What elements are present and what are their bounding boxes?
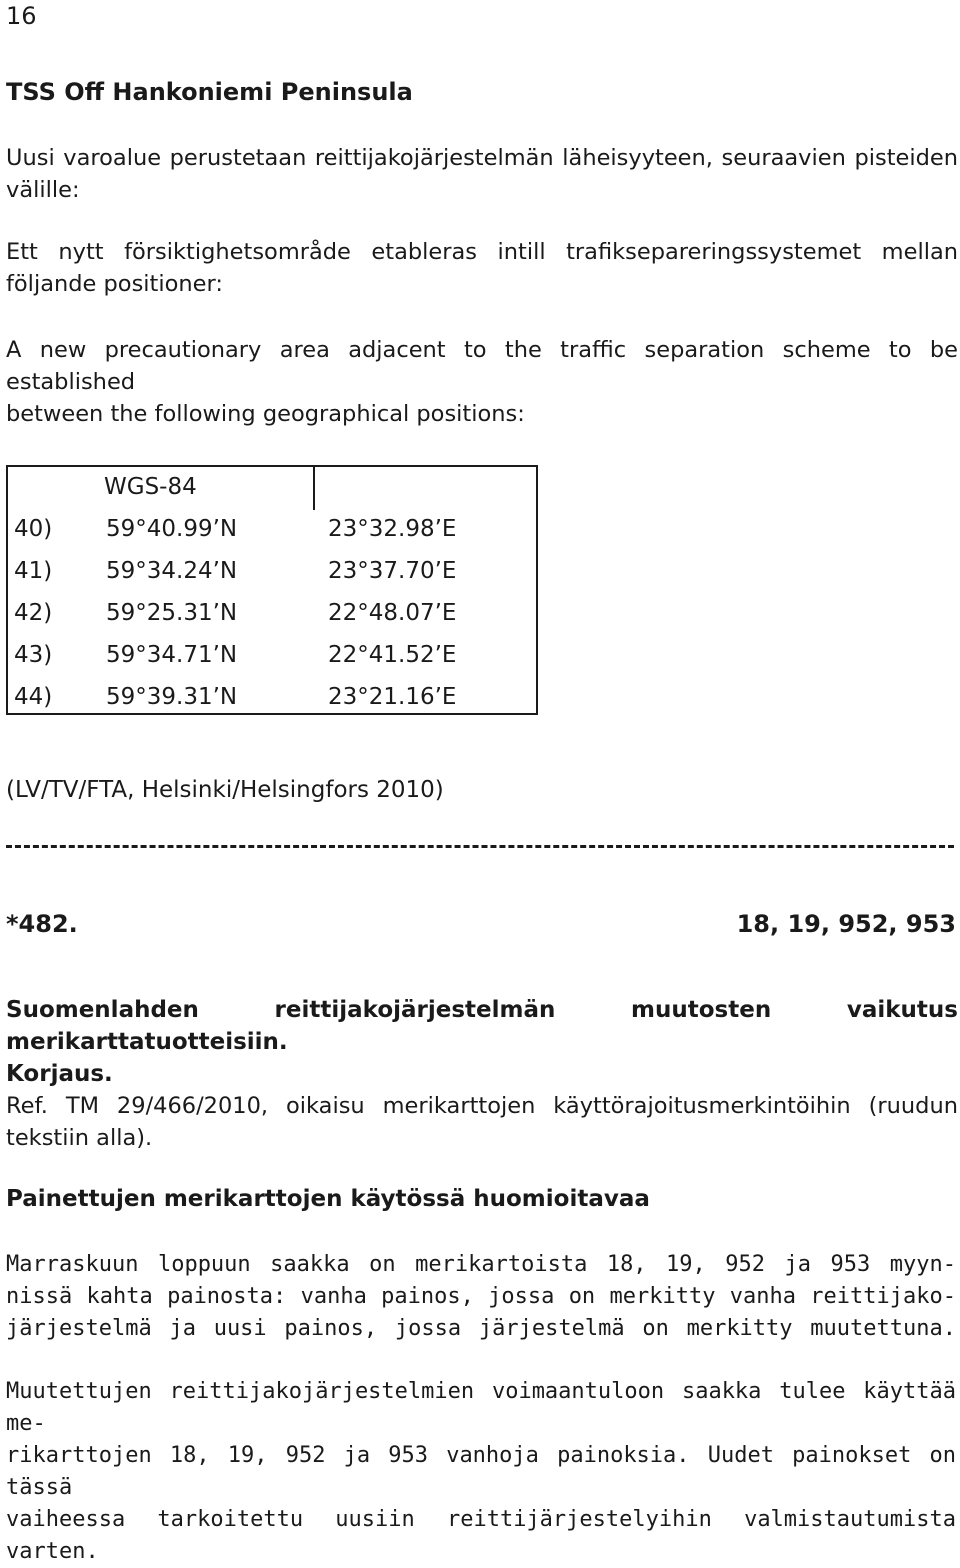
row-longitude: 23°21.16’E — [328, 684, 457, 710]
row-longitude: 22°41.52’E — [328, 642, 457, 668]
notice-reference-line: tekstiin alla). — [6, 1125, 153, 1151]
section-divider — [6, 845, 954, 848]
box-paragraph-2 — [6, 1376, 956, 1568]
notice-title-line: Korjaus. — [6, 1061, 113, 1087]
table-header-divider — [313, 465, 315, 510]
notice-reference-line: Ref. TM 29/466/2010, oikaisu merikarttojen käyttörajoitusmerkintöihin (ruudun — [6, 1093, 958, 1119]
row-longitude: 23°37.70’E — [328, 558, 457, 584]
notice-reference — [6, 1090, 958, 1154]
row-longitude: 23°32.98’E — [328, 516, 457, 542]
table-header-wgs84: WGS-84 — [104, 474, 197, 500]
finnish-intro-line: Uusi varoalue perustetaan reittijakojärjestelmän läheisyyteen, seuraavien pisteiden — [6, 145, 958, 171]
row-latitude: 59°39.31’N — [106, 684, 238, 710]
row-number: 44) — [14, 684, 53, 710]
coordinates-table — [6, 465, 538, 715]
section-title: TSS Off Hankoniemi Peninsula — [6, 78, 413, 106]
swedish-intro-line: följande positioner: — [6, 271, 223, 297]
row-latitude: 59°25.31’N — [106, 600, 238, 626]
box-paragraph-line: vaiheessa tarkoitettu uusiin reittijärjestelyihin valmistautumista varten. — [6, 1507, 956, 1564]
box-paragraph-line: Muutettujen reittijakojärjestelmien voimaantuloon saakka tulee käyttää me- — [6, 1379, 956, 1436]
row-latitude: 59°40.99’N — [106, 516, 238, 542]
box-subheading: Painettujen merikarttojen käytössä huomioitavaa — [6, 1186, 650, 1212]
row-number: 40) — [14, 516, 53, 542]
affected-charts: 18, 19, 952, 953 — [736, 910, 956, 938]
box-paragraph-1 — [6, 1249, 956, 1345]
notice-title-line: Suomenlahden reittijakojärjestelmän muutosten vaikutus merikarttatuotteisiin. — [6, 997, 958, 1055]
notice-number: *482. — [6, 910, 78, 938]
box-paragraph-line: nissä kahta painosta: vanha painos, jossa on merkitty vanha reittijako- — [6, 1284, 956, 1309]
row-latitude: 59°34.71’N — [106, 642, 238, 668]
row-number: 42) — [14, 600, 53, 626]
row-number: 43) — [14, 642, 53, 668]
finnish-intro — [6, 142, 958, 206]
box-paragraph-line: Marraskuun loppuun saakka on merikartoista 18, 19, 952 ja 953 myyn- — [6, 1252, 956, 1277]
row-number: 41) — [14, 558, 53, 584]
english-intro — [6, 334, 958, 430]
box-paragraph-line: järjestelmä ja uusi painos, jossa järjestelmä on merkitty muutettuna. — [6, 1316, 956, 1341]
english-intro-line: A new precautionary area adjacent to the traffic separation scheme to be established — [6, 337, 958, 395]
page-number: 16 — [6, 2, 37, 30]
row-latitude: 59°34.24’N — [106, 558, 238, 584]
notice-title — [6, 994, 958, 1090]
box-paragraph-line: rikarttojen 18, 19, 952 ja 953 vanhoja painoksia. Uudet painokset on tässä — [6, 1443, 956, 1500]
source-reference: (LV/TV/FTA, Helsinki/Helsingfors 2010) — [6, 777, 444, 803]
swedish-intro — [6, 236, 958, 300]
finnish-intro-line: välille: — [6, 177, 80, 203]
swedish-intro-line: Ett nytt försiktighetsområde etableras intill trafiksepareringssystemet mellan — [6, 239, 958, 265]
row-longitude: 22°48.07’E — [328, 600, 457, 626]
english-intro-line: between the following geographical positions: — [6, 401, 525, 427]
